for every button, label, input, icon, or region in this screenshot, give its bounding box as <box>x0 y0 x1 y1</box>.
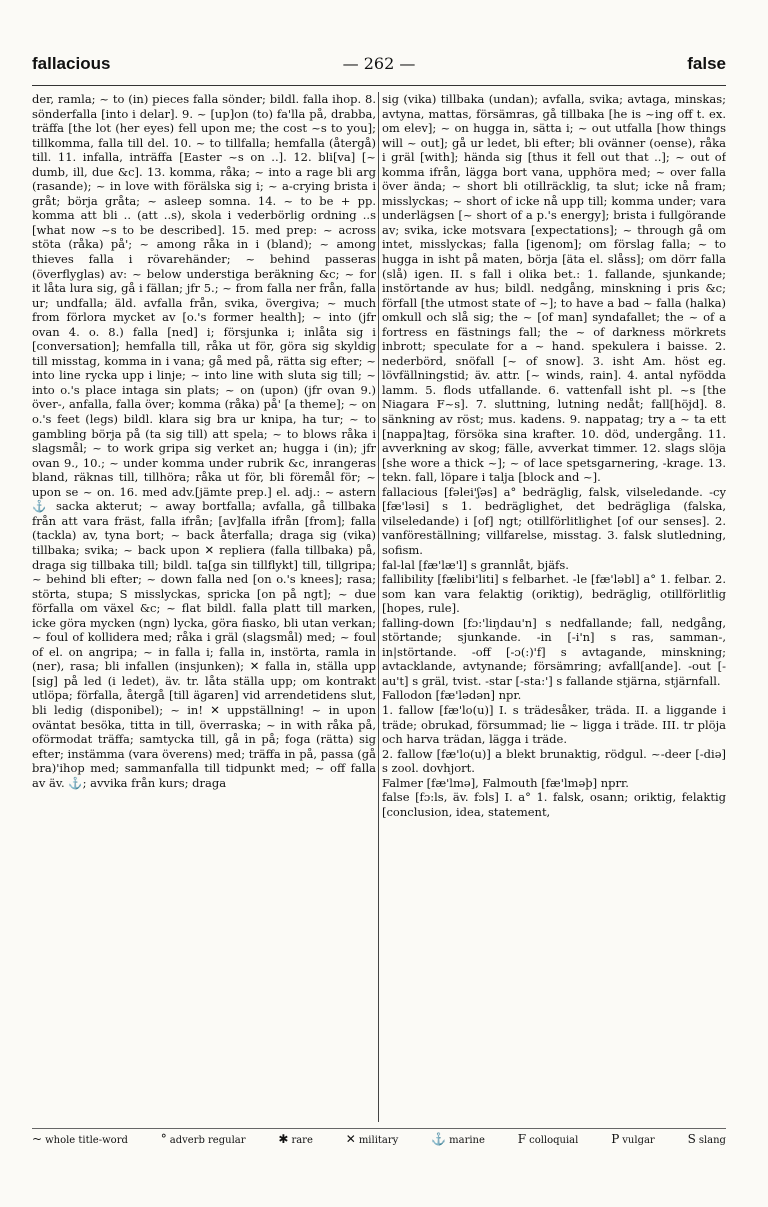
legend-item: ✱ rare <box>278 1132 313 1146</box>
asterisk-symbol: ✱ <box>278 1132 289 1146</box>
header-rule <box>32 85 726 86</box>
entry-false: false [fɔ:ls, äv. fɔls] I. a° 1. falsk, osann; oriktig, felaktig [conclusion, idea, statement, <box>382 790 726 819</box>
left-guide-word: fallacious <box>32 54 111 73</box>
entry-fallibility: fallibility [fælibi'liti] s felbarhet. -le [fæ'ləbl] a° 1. felbar. 2. som kan vara felaktig (oriktig), bedräglig, otillförlitlig [hopes, rule]. <box>382 572 726 616</box>
legend-item: ~ whole title-word <box>32 1132 128 1146</box>
page-number: — 262 — <box>342 54 416 73</box>
legend-item: ✕ military <box>345 1132 399 1146</box>
entry-text: der, ramla; ~ to (in) pieces falla sönder; bildl. falla ihop. 8. sönderfalla [into i delar]. 9. ~ [up]on (to) fa'lla på, drabba, träffa [the lot (her eyes) fell upon me; the cost ~s to you]; tillkomma, falla till del. 10. ~ to tillfalla; hemfalla (återgå) till. 11. infalla, inträffa [Easter ~s on ..]. 12. bli[va] [~ dumb, ill, due &c]. 13. komma, råka; ~ into a rage bli arg (rasande); ~ in love with förälska sig i; ~ a-crying brista i gråt; börja gråta; ~ asleep somna. 14. ~ to be + pp. komma att bli .. (att ..s), skola i vederbörlig ordning ..s [what now ~s to be described]. 15. med prep: ~ across stöta (råka) på'; ~ among råka in i (bland); ~ among thieves falla i rövarehänder; ~ behind passeras (överflyglas) av: ~ below understiga beräkning &c; ~ for it låta lura sig, gå i fällan; jfr 5.; ~ from falla ner från, falla ur; undfalla; äld. avfalla från, svika, övergiva; ~ much from förlora mycket av [o.'s former health]; ~ into (jfr ovan 4. o. 8.) falla [ned] i; försjunka i; inlåta sig i [conversation]; hemfalla till, råka ut för, göra sig skyldig till misstag, komma in i vana; gå med på, rätta sig efter; ~ into line rycka upp i linje; ~ into line with sluta sig till; ~ into o.'s place intaga sin plats; ~ on (upon) (jfr ovan 9.) över-, anfalla, falla över; komma (råka) på' [a theme]; ~ on o.'s feet (legs) bildl. klara sig bra ur knipa, ha tur; ~ to gambling börja på (ta sig till) att spela; ~ to blows råka i slagsmål; ~ to work gripa sig verket an; hugga i (in); jfr ovan 9., 10.; ~ under komma under rubrik &c, inrangeras bland, räknas till, tillhöra; råka ut för, bli föremål för; ~ upon se ~ on. 16. med adv.[jämte prep.] el. adj.: ~ astern ⚓ sacka akterut; ~ away bortfalla; avfalla, gå tillbaka från att vara fräst, falla ifrån; [av]falla ifrån [from]; falla (tackla) av, tyna bort; ~ back återfalla; draga sig (vika) tillbaka; svika; ~ back upon ✕ repliera (falla tillbaka) på, draga sig tillbaka till; bildl. ta[ga sin tillflykt] till, tillgripa; ~ behind bli efter; ~ down falla ned [on o.'s knees]; rasa; störta, stupa; S misslyckas, spricka [on på ngt]; ~ due förfalla om växel &c; ~ flat bildl. falla platt till marken, icke göra mycken (ngn) lycka, göra fiasko, bli utan verkan; ~ foul of kollidera med; råka i gräl (slagsmål) med; ~ foul of el. on angripa; ~ in falla i; falla in, instörta, ramla in (ner), rasa; bli infallen (insjunken); ✕ falla in, ställa upp [sig] på led (i ledet), äv. tr. låta ställa upp; om kontrakt utlöpa; förfalla, återgå [till ägaren] vid arrendetidens slut, bli ledig (disponibel); ~ in! ✕ uppställning! ~ in upon oväntat besöka, titta in till, överraska; ~ in with råka på, oförmodat träffa; samtycka till, gå in på; foga (rätta) sig efter; instämma (vara överens) med; träffa in på, passa (gå bra)'ihop med; sammanfalla till tidpunkt med; ~ off falla av äv. ⚓; avvika från kurs; draga <box>32 92 376 790</box>
letter-f-symbol: F <box>517 1132 527 1146</box>
tilde-symbol: ~ <box>32 1132 43 1146</box>
right-guide-word: false <box>687 54 726 73</box>
column-divider <box>378 92 379 1122</box>
legend-item: S slang <box>687 1132 726 1146</box>
entry-fal-lal: fal-lal [fæ'læ'l] s grannlåt, bjäfs. <box>382 557 569 572</box>
legend-item: ⚓ marine <box>431 1132 485 1146</box>
right-column <box>382 92 726 1122</box>
crossed-swords-icon: ✕ <box>345 1132 356 1146</box>
degree-symbol: ° <box>160 1132 167 1146</box>
entry-fallow-1: 1. fallow [fæ'lo(u)] I. s trädesåker, träda. II. a liggande i träde; obrukad, försummad; lie ~ ligga i träde. III. tr plöja och harva trädan, lägga i träde. <box>382 702 726 747</box>
letter-s-symbol: S <box>687 1132 696 1146</box>
footer-rule <box>32 1128 726 1129</box>
left-column <box>32 92 376 1122</box>
letter-p-symbol: P <box>611 1132 620 1146</box>
legend-item: P vulgar <box>611 1132 655 1146</box>
anchor-icon: ⚓ <box>431 1132 447 1146</box>
page-header <box>32 54 726 84</box>
legend-item: ° adverb regular <box>160 1132 246 1146</box>
entry-fallodon: Fallodon [fæ'lədən] npr. <box>382 688 522 703</box>
entry-falmer: Falmer [fæ'lmə], Falmouth [fæ'lməþ] nprr. <box>382 775 629 790</box>
entry-fallacious: fallacious [fəlei'ʃəs] a° bedräglig, falsk, vilseledande. -cy [fæ'ləsi] s 1. bedräglighet, det bedrägliga (falska, vilseledande) i [of] ngt; otillförlitlighet [of our senses]. 2. vanföreställning; villfarelse, misstag. 3. falsk slutledning, sofism. <box>382 484 726 557</box>
symbol-legend <box>32 1132 726 1146</box>
legend-item: F colloquial <box>517 1132 579 1146</box>
entry-text: sig (vika) tillbaka (undan); avfalla, svika; avtaga, minskas; avtyna, mattas, försämras, gå tillbaka [he is ~ing off t. ex. om elev]; ~ on hugga in, sätta i; ~ out utfalla [how things will ~ out]; gå ur ledet, bli efter; bli ovänner (oense), råka i gräl [with]; hända sig [thus it fell out that ..]; ~ out of komma ifrån, lägga bort vana, upphöra med; ~ over falla över ända; ~ short bli otillräcklig, ta slut; icke nå fram; misslyckas; ~ short of icke nå upp till; komma under; vara underlägsen [~ short of a p.'s energy]; brista i fullgörande av; svika, icke motsvara [expectations]; ~ through gå om intet, misslyckas; falla [igenom]; om förslag falla; ~ to hugga in isht på maten, börja [äta el. slåss]; om dörr falla (slå) igen. II. s fall i olika bet.: 1. fallande, sjunkande; instörtande av hus; bildl. nedgång, minskning i pris &c; förfall [the utmost state of ~]; to have a bad ~ falla (halka) omkull och slå sig; the ~ [of man] syndafallet; the ~ of a fortress en fästnings fall; the ~ of darkness mörkrets inbrott; speculate for a ~ hand. spekulera i baisse. 2. nederbörd, snöfall [~ of snow]. 3. isht Am. höst eg. lövfällningstid; äv. attr. [~ winds, rain]. 4. antal nyfödda lamm. 5. flods utfallande. 6. vattenfall isht pl. ~s [the Niagara F~s]. 7. sluttning, lutning nedåt; fall[höjd]. 8. sänkning av röst; mus. kadens. 9. nappatag; try a ~ ta ett [nappa]tag, försöka sina krafter. 10. död, undergång. 11. avverkning av skog; fälle, avverkat timmer. 12. slags slöja [she wore a thick ~]; ~ of lace spetsgarnering, -krage. 13. tekn. fall, löpare i talja [block and ~]. <box>382 92 726 485</box>
entry-fallow-2: 2. fallow [fæ'lo(u)] a blekt brunaktig, rödgul. ~-deer [-diə] s zool. dovhjort. <box>382 746 726 776</box>
entry-falling-down: falling-down [fɔ:'liŋdau'n] s nedfallande; fall, nedgång, störtande; sjunkande. -in [-i'n] s ras, samman-, in|störtande. -off [-ɔ(:)'f] s avtagande, minskning; avtacklande, avtynande; försämring; avfall[ande]. -out [-au't] s gräl, tvist. -star [-sta:'] s fallande stjärna, stjärnfall. <box>382 615 726 688</box>
